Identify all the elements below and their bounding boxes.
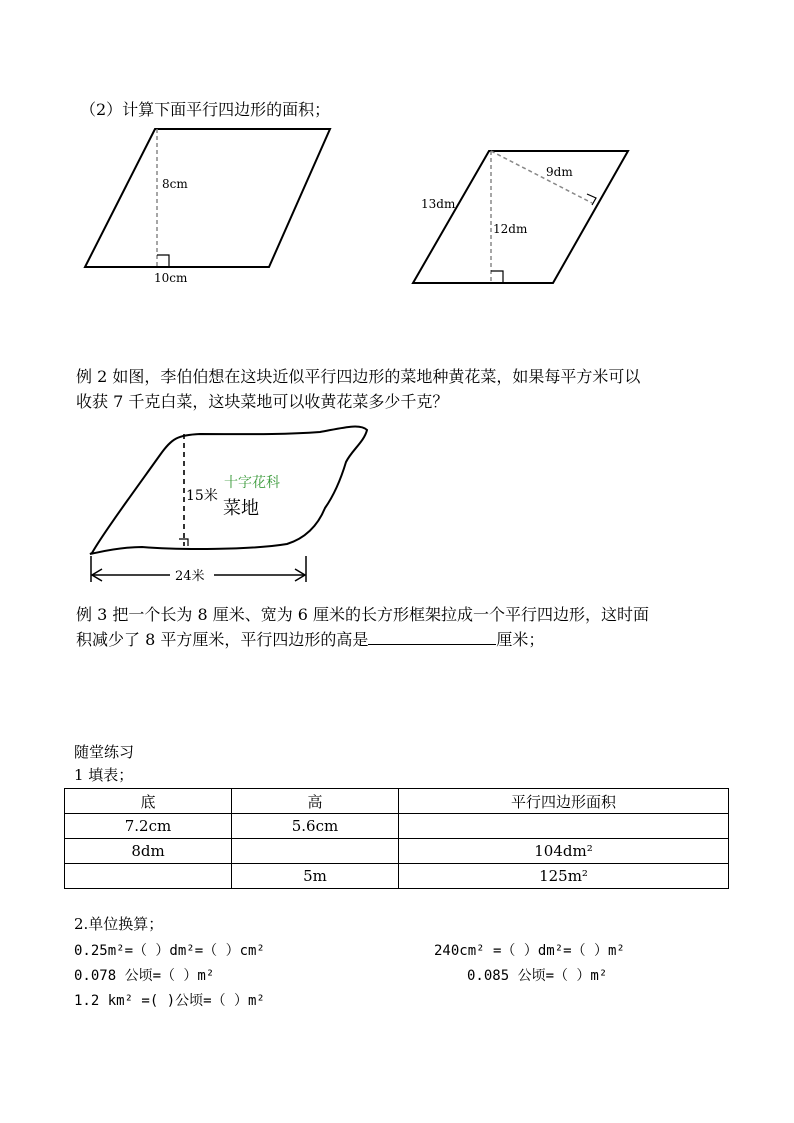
q2-heading: （2）计算下面平行四边形的面积；: [80, 100, 331, 119]
field-name-label: 菜地: [223, 498, 259, 519]
table-row: [65, 814, 729, 839]
practice-q1: 1 填表；: [74, 766, 134, 784]
table-cell-blank[interactable]: [65, 864, 232, 889]
ex3-line2-text: 积减少了 8 平方厘米，平行四边形的高是: [76, 630, 369, 649]
ex3-line2-unit: 厘米；: [496, 630, 545, 649]
crop-family-label: 十字花科: [224, 475, 280, 491]
table-cell-blank[interactable]: [399, 814, 729, 839]
fig2-height1-label: 9dm: [546, 165, 573, 179]
answer-blank[interactable]: [368, 630, 496, 645]
parallelogram-figure-1: [80, 124, 340, 289]
table-cell: 125m²: [399, 864, 729, 889]
fill-in-table: [64, 788, 729, 889]
practice-title: 随堂练习: [74, 743, 135, 761]
conversion-left-1: 0.25m²=（ ）dm²=（ ）cm²: [74, 943, 265, 959]
ex2-line1: 例 2 如图，李伯伯想在这块近似平行四边形的菜地种黄花菜，如果每平方米可以: [76, 367, 641, 386]
vegetable-field-figure: [80, 420, 380, 590]
conversion-left-3: 1.2 km² =( )公顷=（ ）m²: [74, 993, 265, 1009]
table-header-row: [65, 789, 729, 814]
table-cell: 104dm²: [399, 839, 729, 864]
conversion-right-1: 240cm² =（ ）dm²=（ ）m²: [434, 943, 625, 959]
conversion-right-2: 0.085 公顷=（ ）m²: [467, 968, 608, 984]
table-header-height: 高: [232, 789, 399, 814]
table-cell: 7.2cm: [65, 814, 232, 839]
table-cell: 5m: [232, 864, 399, 889]
parallelogram-figure-2: [410, 146, 635, 288]
table-row: [65, 839, 729, 864]
table-row: [65, 864, 729, 889]
conversion-left-2: 0.078 公顷=（ ）m²: [74, 968, 215, 984]
table-cell-blank[interactable]: [232, 839, 399, 864]
ex3-line1: 例 3 把一个长为 8 厘米、宽为 6 厘米的长方形框架拉成一个平行四边形，这时面: [76, 605, 650, 624]
practice-q2: 2.单位换算；: [74, 915, 164, 933]
table-cell: 8dm: [65, 839, 232, 864]
field-height-label: 15米: [186, 488, 218, 504]
table-header-base: 底: [65, 789, 232, 814]
table-header-area: 平行四边形面积: [399, 789, 729, 814]
ex3-line2: [76, 629, 544, 651]
fig2-side-label: 13dm: [421, 197, 456, 211]
fig2-height2-label: 12dm: [493, 222, 528, 236]
table-cell: 5.6cm: [232, 814, 399, 839]
fig1-height-label: 8cm: [162, 177, 188, 191]
field-base-label: 24米: [175, 569, 205, 584]
ex2-line2: 收获 7 千克白菜，这块菜地可以收黄花菜多少千克？: [76, 392, 449, 411]
fig1-base-label: 10cm: [154, 271, 188, 285]
